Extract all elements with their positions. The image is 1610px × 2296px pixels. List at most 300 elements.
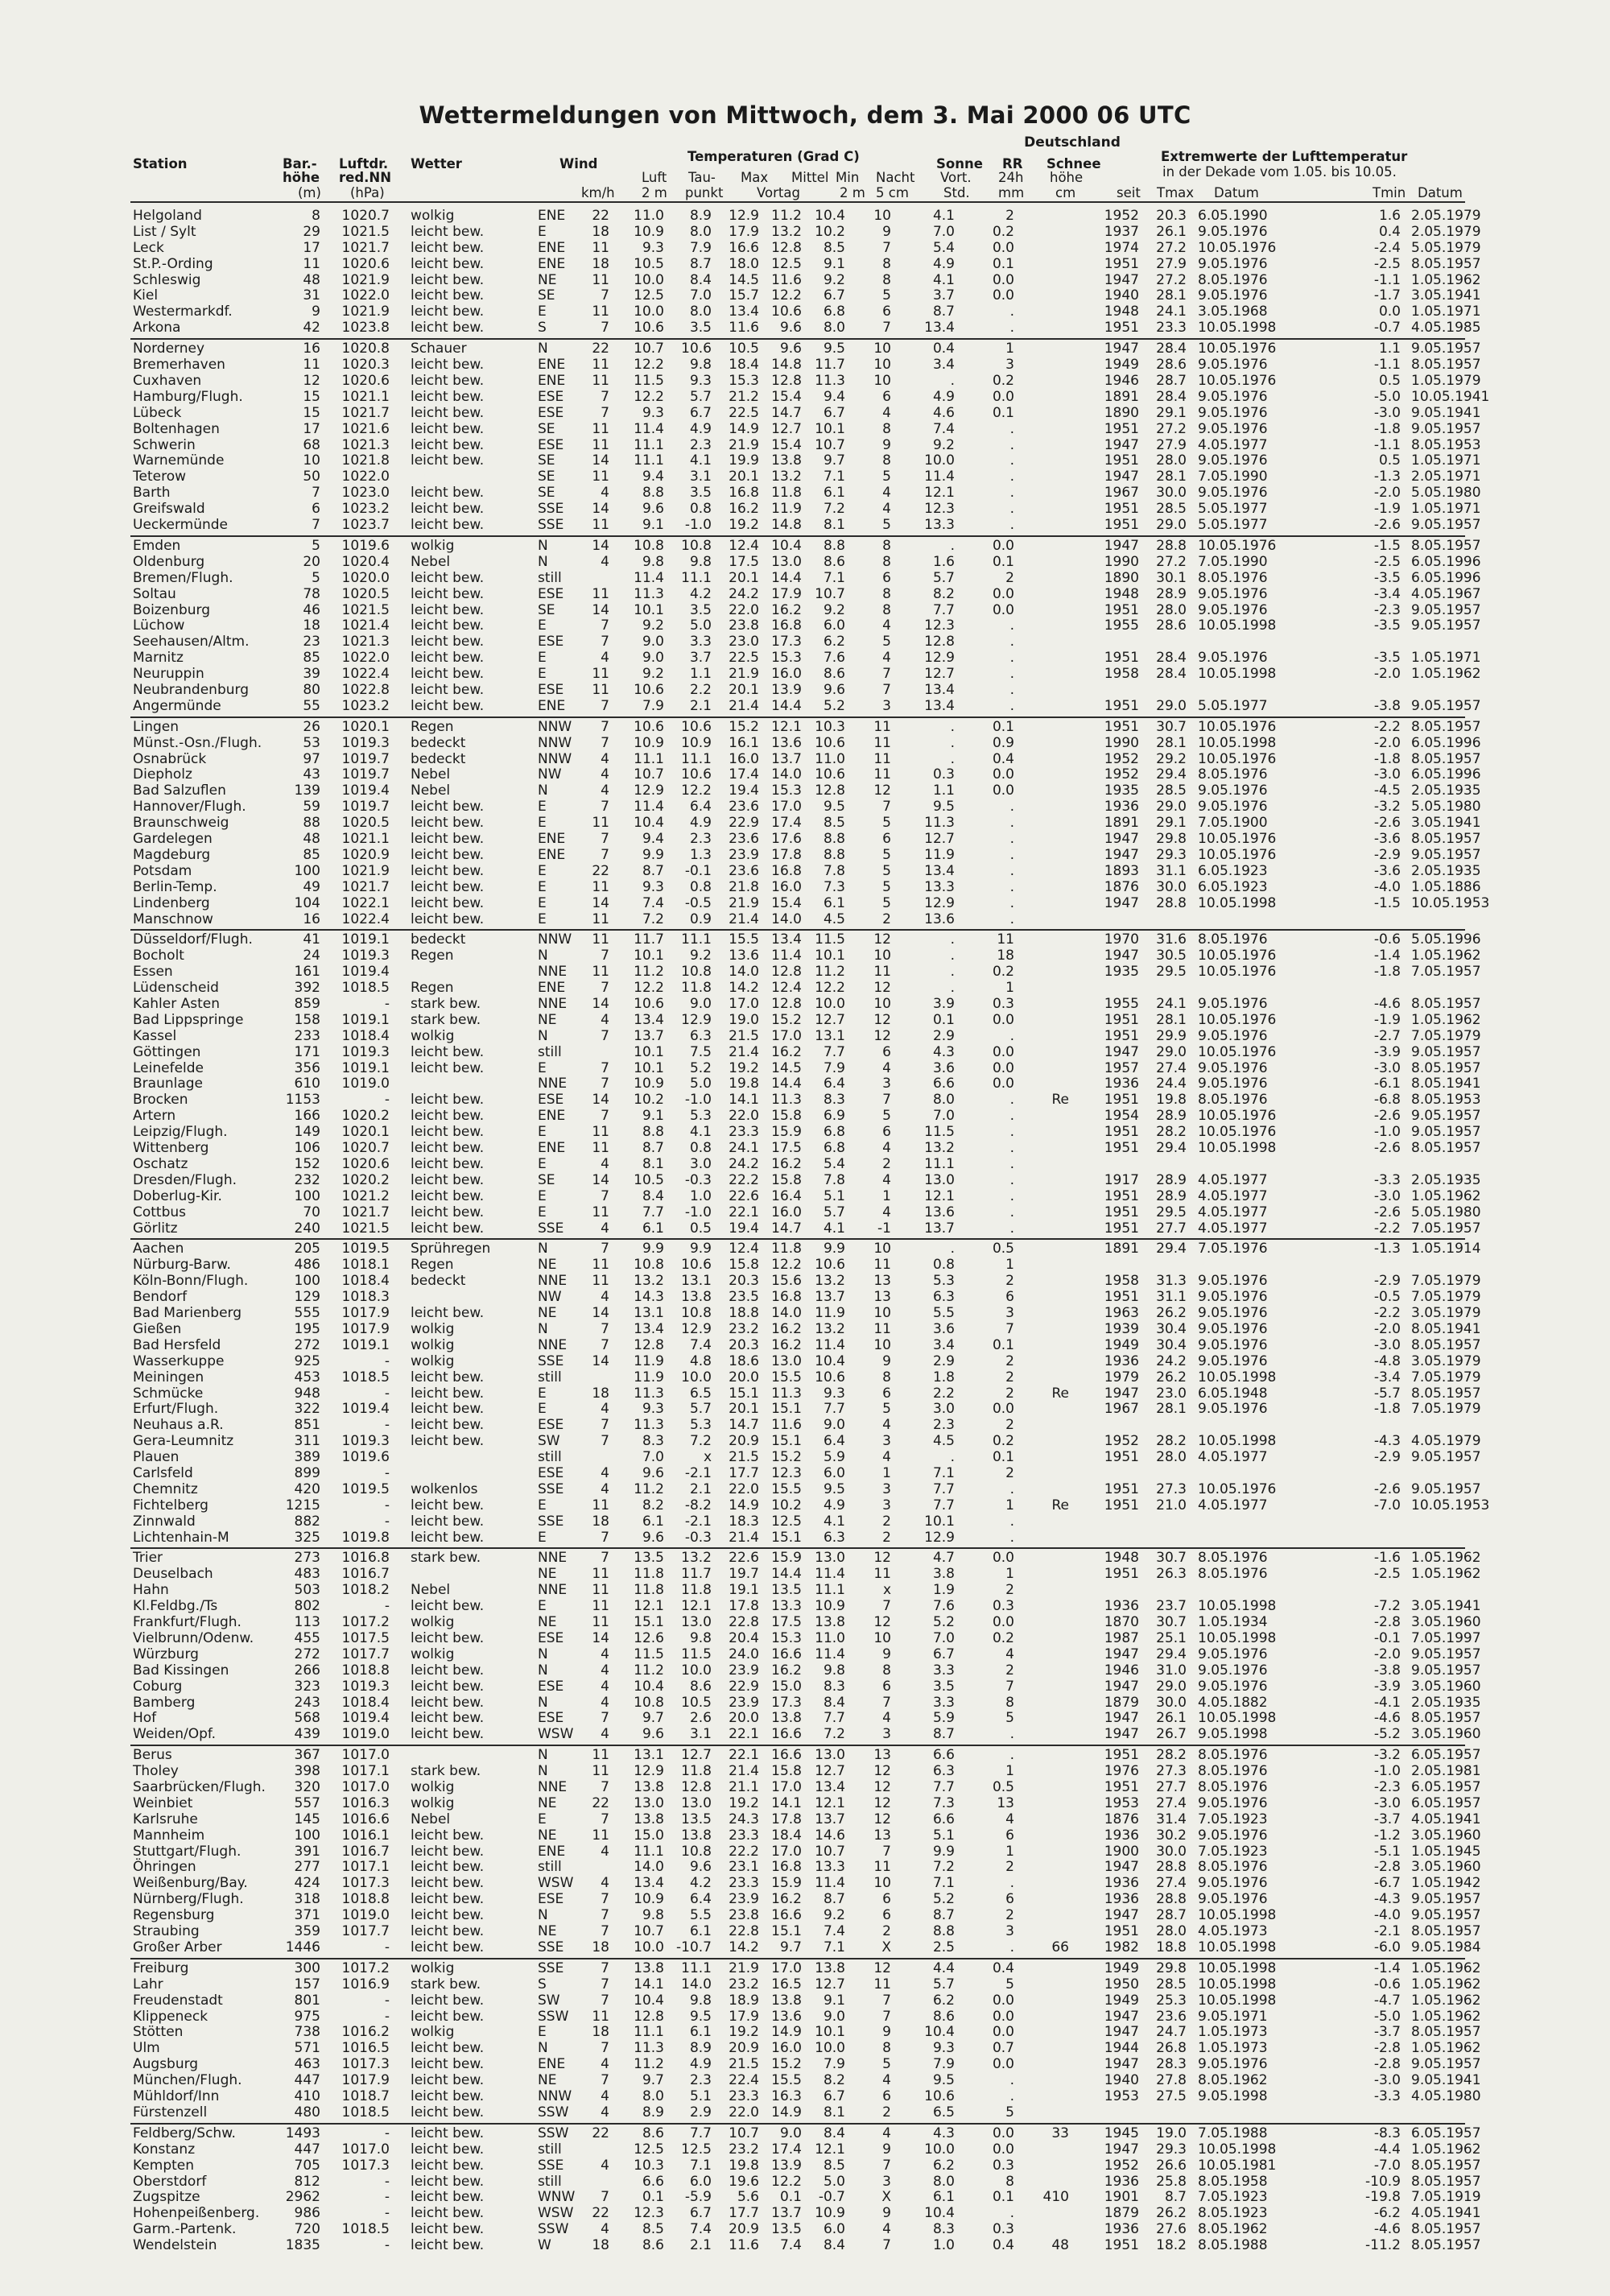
- station-name: List / Sylt: [133, 224, 196, 240]
- t-night: 10: [873, 1630, 891, 1646]
- sunshine: 9.2: [932, 437, 955, 453]
- wind-dir: still: [538, 2141, 562, 2158]
- elevation: 6: [312, 501, 320, 517]
- station-name: Lindenberg: [133, 895, 210, 911]
- tmax: 17.9: [729, 2009, 759, 2025]
- station-name: Frankfurt/Flugh.: [133, 1614, 242, 1630]
- weather: wolkig: [411, 2024, 455, 2040]
- since-year: 1951: [1104, 1497, 1139, 1513]
- since-year: 1939: [1104, 1321, 1139, 1337]
- temp-air: 10.6: [634, 320, 664, 336]
- elevation: 571: [294, 2040, 320, 2056]
- since-year: 1979: [1104, 1369, 1139, 1385]
- wind-speed: 4: [601, 2088, 609, 2104]
- tmax: 20.3: [729, 1273, 759, 1289]
- rain: .: [1009, 911, 1014, 927]
- ext-tmin-date: 9.05.1957: [1411, 2056, 1481, 2072]
- temp-air: 11.1: [634, 1844, 664, 1860]
- ext-tmax: 29.5: [1156, 964, 1187, 980]
- tmax: 17.0: [729, 996, 759, 1012]
- ext-tmin: -3.0: [1373, 766, 1401, 783]
- ext-tmax-date: 10.05.1998: [1198, 1140, 1277, 1156]
- since-year: 1951: [1104, 452, 1139, 469]
- elevation: 480: [294, 2104, 320, 2120]
- tmax: 22.5: [729, 405, 759, 421]
- rain: .: [1009, 815, 1014, 831]
- ext-tmin: -2.6: [1373, 1108, 1401, 1124]
- tmean: 12.1: [771, 719, 802, 735]
- ext-tmin: -4.1: [1373, 1695, 1401, 1711]
- table-row: [0, 1221, 1610, 1237]
- dewpoint: 5.1: [689, 2088, 712, 2104]
- t-night: 12: [873, 1795, 891, 1811]
- temp-air: 12.9: [634, 1763, 664, 1779]
- temp-air: 8.5: [642, 2221, 664, 2237]
- rain: 1: [1005, 1497, 1014, 1513]
- temp-air: 6.6: [642, 2174, 664, 2190]
- tmean: 14.0: [771, 1305, 802, 1321]
- ext-tmin: -1.6: [1373, 1550, 1401, 1566]
- since-year: 1952: [1104, 208, 1139, 224]
- table-row: [0, 1647, 1610, 1662]
- elevation: 100: [294, 863, 320, 879]
- station-name: Göttingen: [133, 1044, 201, 1060]
- t-night: X: [881, 2189, 891, 2205]
- ext-tmax: 27.2: [1156, 554, 1187, 570]
- station-name: Freiburg: [133, 1960, 189, 1976]
- table-row: [0, 1370, 1610, 1385]
- table-row: [0, 304, 1610, 320]
- since-year: 1951: [1104, 1140, 1139, 1156]
- weather: leicht bew.: [411, 1992, 485, 2009]
- tmax: 21.9: [729, 437, 759, 453]
- rain: 0.0: [992, 538, 1014, 554]
- snow: Re: [1051, 1497, 1069, 1513]
- since-year: 1945: [1104, 2125, 1139, 2141]
- rain: .: [1009, 1513, 1014, 1530]
- dewpoint: 6.7: [689, 405, 712, 421]
- tmin: 7.6: [823, 650, 845, 666]
- station-name: Osnabrück: [133, 751, 207, 767]
- weather: bedeckt: [411, 931, 466, 948]
- tmin: 11.5: [815, 931, 845, 948]
- tmean: 14.8: [771, 357, 802, 373]
- ext-tmin-date: 2.05.1979: [1411, 224, 1481, 240]
- elevation: 139: [294, 783, 320, 799]
- since-year: 1879: [1104, 1695, 1139, 1711]
- wind-dir: NE: [538, 272, 557, 288]
- wind-dir: N: [538, 2040, 548, 2056]
- ext-tmax: 23.0: [1156, 1385, 1187, 1402]
- ext-tmax-date: 7.05.1990: [1198, 469, 1268, 485]
- ext-tmin-date: 1.05.1962: [1411, 1012, 1481, 1028]
- sunshine: 9.5: [932, 2072, 955, 2088]
- ext-tmax-date: 9.05.1976: [1198, 650, 1268, 666]
- weather: leicht bew.: [411, 1530, 485, 1546]
- tmax: 17.7: [729, 2205, 759, 2221]
- sunshine: 12.9: [924, 1530, 955, 1546]
- ext-tmin-date: 4.05.1941: [1411, 1811, 1481, 1827]
- sunshine: 13.4: [924, 320, 955, 336]
- wind-dir: N: [538, 1646, 548, 1662]
- tmean: 13.8: [771, 452, 802, 469]
- wind-speed: 11: [592, 240, 609, 256]
- wind-speed: 4: [601, 2158, 609, 2174]
- ext-tmin-date: 4.05.1941: [1411, 2205, 1481, 2221]
- tmin: 10.3: [815, 719, 845, 735]
- t-night: 6: [882, 831, 891, 847]
- sunshine: 12.3: [924, 501, 955, 517]
- t-night: 8: [882, 602, 891, 618]
- temp-air: 8.3: [642, 1433, 664, 1449]
- tmin: 10.7: [815, 586, 845, 602]
- temp-air: 8.0: [642, 2088, 664, 2104]
- ext-tmax: 28.2: [1156, 1433, 1187, 1449]
- ext-tmax-date: 10.05.1998: [1198, 1939, 1277, 1955]
- wind-speed: 11: [592, 1273, 609, 1289]
- pressure: 1019.7: [341, 751, 390, 767]
- since-year: 1951: [1104, 1092, 1139, 1108]
- pressure: 1018.4: [341, 1028, 390, 1044]
- sunshine: 7.7: [932, 1481, 955, 1497]
- ext-tmax-date: 6.05.1948: [1198, 1385, 1268, 1402]
- ext-tmin: -2.4: [1373, 240, 1401, 256]
- wind-speed: 7: [601, 1060, 609, 1076]
- station-name: Artern: [133, 1108, 176, 1124]
- ext-tmin: -1.1: [1373, 272, 1401, 288]
- tmax: 20.1: [729, 469, 759, 485]
- rain: 0.0: [992, 2009, 1014, 2025]
- since-year: 1967: [1104, 1401, 1139, 1417]
- header-label: Luft: [642, 170, 667, 185]
- ext-tmax-date: 10.05.1976: [1198, 1108, 1277, 1124]
- dewpoint: 1.0: [689, 1188, 712, 1204]
- temp-air: 7.9: [642, 698, 664, 714]
- table-row: [0, 2105, 1610, 2120]
- ext-tmax: 28.8: [1156, 1859, 1187, 1875]
- ext-tmax-date: 6.05.1923: [1198, 879, 1268, 895]
- tmin: 8.8: [823, 538, 845, 554]
- tmin: 9.9: [823, 1241, 845, 1257]
- pressure: 1017.3: [341, 2056, 390, 2072]
- dewpoint: 9.2: [689, 948, 712, 964]
- ext-tmin-date: 9.05.1984: [1411, 1939, 1481, 1955]
- tmean: 16.0: [771, 2040, 802, 2056]
- ext-tmax-date: 7.05.1900: [1198, 815, 1268, 831]
- tmean: 13.7: [771, 751, 802, 767]
- station-name: Hamburg/Flugh.: [133, 389, 243, 405]
- ext-tmin-date: 3.05.1960: [1411, 1726, 1481, 1742]
- wind-dir: SW: [538, 1992, 560, 2009]
- tmax: 15.5: [729, 931, 759, 948]
- elevation: 453: [294, 1369, 320, 1385]
- wind-dir: NE: [538, 1614, 557, 1630]
- wind-dir: ESE: [538, 405, 564, 421]
- station-name: Hof: [133, 1710, 157, 1726]
- station-name: Barth: [133, 485, 171, 501]
- wind-speed: 7: [601, 980, 609, 996]
- pressure: 1019.7: [341, 799, 390, 815]
- rain: 0.3: [992, 2221, 1014, 2237]
- elevation: 171: [294, 1044, 320, 1060]
- ext-tmax-date: 5.05.1977: [1198, 517, 1268, 533]
- t-night: 3: [882, 1076, 891, 1092]
- temp-air: 12.2: [634, 389, 664, 405]
- ext-tmax-date: 4.05.1882: [1198, 1695, 1268, 1711]
- wind-dir: still: [538, 1044, 562, 1060]
- wind-dir: SSW: [538, 2009, 569, 2025]
- since-year: 1947: [1104, 847, 1139, 863]
- ext-tmax: 28.7: [1156, 1907, 1187, 1923]
- t-night: 9: [882, 1353, 891, 1369]
- ext-tmax-date: 8.05.1988: [1198, 2237, 1268, 2253]
- temp-air: 11.2: [634, 2056, 664, 2072]
- table-row: [0, 273, 1610, 288]
- wind-dir: SSE: [538, 1220, 564, 1237]
- weather: wolkig: [411, 1337, 455, 1353]
- dewpoint: 8.6: [689, 1679, 712, 1695]
- wind-dir: SE: [538, 1172, 555, 1188]
- elevation: 483: [294, 1566, 320, 1582]
- rain: 2: [1005, 1465, 1014, 1481]
- wind-dir: WSW: [538, 1875, 574, 1891]
- ext-tmin: -6.7: [1373, 1875, 1401, 1891]
- wind-dir: SSW: [538, 2125, 569, 2141]
- t-night: 5: [882, 1108, 891, 1124]
- wind-speed: 22: [592, 208, 609, 224]
- tmin: 13.2: [815, 1273, 845, 1289]
- pressure: 1019.1: [341, 1337, 390, 1353]
- ext-tmax: 28.9: [1156, 586, 1187, 602]
- dewpoint: 5.7: [689, 389, 712, 405]
- ext-tmin: -7.2: [1373, 1598, 1401, 1614]
- wind-dir: N: [538, 948, 548, 964]
- tmax: 21.9: [729, 666, 759, 682]
- rain: 11: [997, 931, 1014, 948]
- ext-tmax: 29.0: [1156, 1044, 1187, 1060]
- ext-tmin: -1.9: [1373, 501, 1401, 517]
- dewpoint: 4.9: [689, 815, 712, 831]
- ext-tmin-date: 3.05.1979: [1411, 1305, 1481, 1321]
- tmin: 6.4: [823, 1076, 845, 1092]
- station-name: Fichtelberg: [133, 1497, 208, 1513]
- pressure: 1018.4: [341, 1273, 390, 1289]
- tmax: 14.9: [729, 421, 759, 437]
- ext-tmin: -2.9: [1373, 1273, 1401, 1289]
- elevation: 68: [303, 437, 320, 453]
- ext-tmax-date: 9.05.1976: [1198, 1353, 1268, 1369]
- ext-tmin-date: 10.05.1941: [1411, 389, 1490, 405]
- tmean: 18.4: [771, 1827, 802, 1844]
- station-name: Lichtenhain-M: [133, 1530, 229, 1546]
- ext-tmax: 27.3: [1156, 1763, 1187, 1779]
- rain: .: [1009, 469, 1014, 485]
- weather: leicht bew.: [411, 501, 485, 517]
- sunshine: .: [950, 538, 955, 554]
- ext-tmin: -2.6: [1373, 517, 1401, 533]
- temp-air: 11.7: [634, 931, 664, 948]
- elevation: 113: [294, 1614, 320, 1630]
- ext-tmax: 30.5: [1156, 948, 1187, 964]
- weather: Regen: [411, 980, 454, 996]
- temp-air: 7.7: [642, 1204, 664, 1220]
- table-row: [0, 832, 1610, 847]
- tmax: 23.9: [729, 1891, 759, 1907]
- sunshine: 13.4: [924, 863, 955, 879]
- tmin: 9.0: [823, 1417, 845, 1433]
- ext-tmin: -0.6: [1373, 931, 1401, 948]
- dewpoint: 0.8: [689, 501, 712, 517]
- dewpoint: 10.6: [681, 766, 712, 783]
- dewpoint: 5.3: [689, 1108, 712, 1124]
- tmean: 12.8: [771, 373, 802, 389]
- tmax: 18.0: [729, 256, 759, 272]
- rain: 5: [1005, 2104, 1014, 2120]
- since-year: 1937: [1104, 224, 1139, 240]
- pressure: 1020.9: [341, 847, 390, 863]
- t-night: 4: [882, 1449, 891, 1465]
- elevation: 359: [294, 1923, 320, 1939]
- wind-speed: 7: [601, 1811, 609, 1827]
- ext-tmax: 28.6: [1156, 617, 1187, 634]
- station-name: Wendelstein: [133, 2237, 217, 2253]
- tmax: 20.3: [729, 1337, 759, 1353]
- t-night: 4: [882, 1172, 891, 1188]
- tmin: 8.6: [823, 666, 845, 682]
- tmean: 12.8: [771, 964, 802, 980]
- table-row: [0, 1860, 1610, 1875]
- table-row: [0, 1141, 1610, 1156]
- wind-speed: 11: [592, 586, 609, 602]
- header-label: 2 m: [840, 185, 865, 200]
- since-year: 1955: [1104, 617, 1139, 634]
- ext-tmax: 31.4: [1156, 1811, 1187, 1827]
- table-row: [0, 1241, 1610, 1257]
- station-name: Gießen: [133, 1321, 182, 1337]
- t-night: 4: [882, 405, 891, 421]
- tmean: 13.8: [771, 1992, 802, 2009]
- station-name: Lübeck: [133, 405, 182, 421]
- wind-dir: SE: [538, 287, 555, 304]
- temp-air: 9.6: [642, 1530, 664, 1546]
- rain: .: [1009, 895, 1014, 911]
- wind-dir: N: [538, 1321, 548, 1337]
- ext-tmin: -7.0: [1373, 2158, 1401, 2174]
- table-row: [0, 2057, 1610, 2072]
- weather: wolkig: [411, 1779, 455, 1795]
- wind-dir: SE: [538, 469, 555, 485]
- ext-tmax-date: 8.05.1976: [1198, 1747, 1268, 1763]
- dewpoint: 3.1: [689, 469, 712, 485]
- ext-tmax: 23.6: [1156, 2009, 1187, 2025]
- weather: leicht bew.: [411, 1598, 485, 1614]
- ext-tmin-date: 8.05.1957: [1411, 538, 1481, 554]
- ext-tmin-date: 9.05.1957: [1411, 1124, 1481, 1140]
- weather: leicht bew.: [411, 373, 485, 389]
- t-night: 12: [873, 783, 891, 799]
- elevation: 97: [303, 751, 320, 767]
- wind-dir: NW: [538, 1289, 562, 1305]
- dewpoint: -1.0: [684, 1204, 712, 1220]
- tmax: 21.4: [729, 1530, 759, 1546]
- ext-tmax: 30.0: [1156, 1695, 1187, 1711]
- wind-dir: N: [538, 1662, 548, 1679]
- wind-dir: NNW: [538, 719, 572, 735]
- station-name: Bad Kissingen: [133, 1662, 229, 1679]
- elevation: 24: [303, 948, 320, 964]
- tmean: 14.4: [771, 1076, 802, 1092]
- pressure: 1018.1: [341, 1257, 390, 1273]
- ext-tmax: 30.7: [1156, 1614, 1187, 1630]
- dewpoint: 8.0: [689, 304, 712, 320]
- temp-air: 10.1: [634, 1044, 664, 1060]
- t-night: 11: [873, 1257, 891, 1273]
- tmin: 8.3: [823, 1679, 845, 1695]
- tmin: 11.0: [815, 751, 845, 767]
- elevation: 85: [303, 650, 320, 666]
- wind-dir: ENE: [538, 831, 566, 847]
- tmean: 15.6: [771, 1273, 802, 1289]
- since-year: 1876: [1104, 879, 1139, 895]
- elevation: 486: [294, 1257, 320, 1273]
- dewpoint: 11.8: [681, 1582, 712, 1598]
- t-night: 10: [873, 357, 891, 373]
- dewpoint: 3.5: [689, 602, 712, 618]
- tmin: 10.1: [815, 421, 845, 437]
- station-name: Vielbrunn/Odenw.: [133, 1630, 254, 1646]
- table-row: [0, 1338, 1610, 1353]
- pressure: 1021.7: [341, 240, 390, 256]
- tmean: 13.0: [771, 1353, 802, 1369]
- since-year: 1947: [1104, 2024, 1139, 2040]
- wind-speed: 14: [592, 1353, 609, 1369]
- wind-speed: 18: [592, 1513, 609, 1530]
- ext-tmin: -2.2: [1373, 1220, 1401, 1237]
- sunshine: 7.6: [932, 1598, 955, 1614]
- sunshine: 3.5: [932, 1679, 955, 1695]
- ext-tmax: 28.4: [1156, 341, 1187, 357]
- wind-dir: still: [538, 570, 562, 586]
- dewpoint: 1.1: [689, 666, 712, 682]
- sunshine: 9.5: [932, 799, 955, 815]
- station-name: Berus: [133, 1747, 172, 1763]
- t-night: 10: [873, 1337, 891, 1353]
- wind-speed: 7: [601, 1337, 609, 1353]
- rain: 0.0: [992, 586, 1014, 602]
- elevation: 195: [294, 1321, 320, 1337]
- ext-tmin-date: 8.05.1957: [1411, 831, 1481, 847]
- ext-tmax-date: 10.05.1976: [1198, 1044, 1277, 1060]
- wind-dir: E: [538, 799, 547, 815]
- t-night: 3: [882, 1497, 891, 1513]
- table-row: [0, 1631, 1610, 1646]
- station-name: Weißenburg/Bay.: [133, 1875, 248, 1891]
- temp-air: 11.9: [634, 1369, 664, 1385]
- header-label: 5 cm: [876, 185, 909, 200]
- pressure: 1016.2: [341, 2024, 390, 2040]
- weather: leicht bew.: [411, 911, 485, 927]
- ext-tmin-date: 9.05.1957: [1411, 1662, 1481, 1679]
- wind-dir: NNW: [538, 931, 572, 948]
- tmin: 10.6: [815, 1369, 845, 1385]
- tmean: 15.4: [771, 895, 802, 911]
- temp-air: 10.9: [634, 1891, 664, 1907]
- tmean: 16.0: [771, 1204, 802, 1220]
- wind-speed: 7: [601, 847, 609, 863]
- ext-tmin-date: 10.05.1953: [1411, 1497, 1490, 1513]
- temp-air: 9.3: [642, 879, 664, 895]
- tmin: 11.4: [815, 1646, 845, 1662]
